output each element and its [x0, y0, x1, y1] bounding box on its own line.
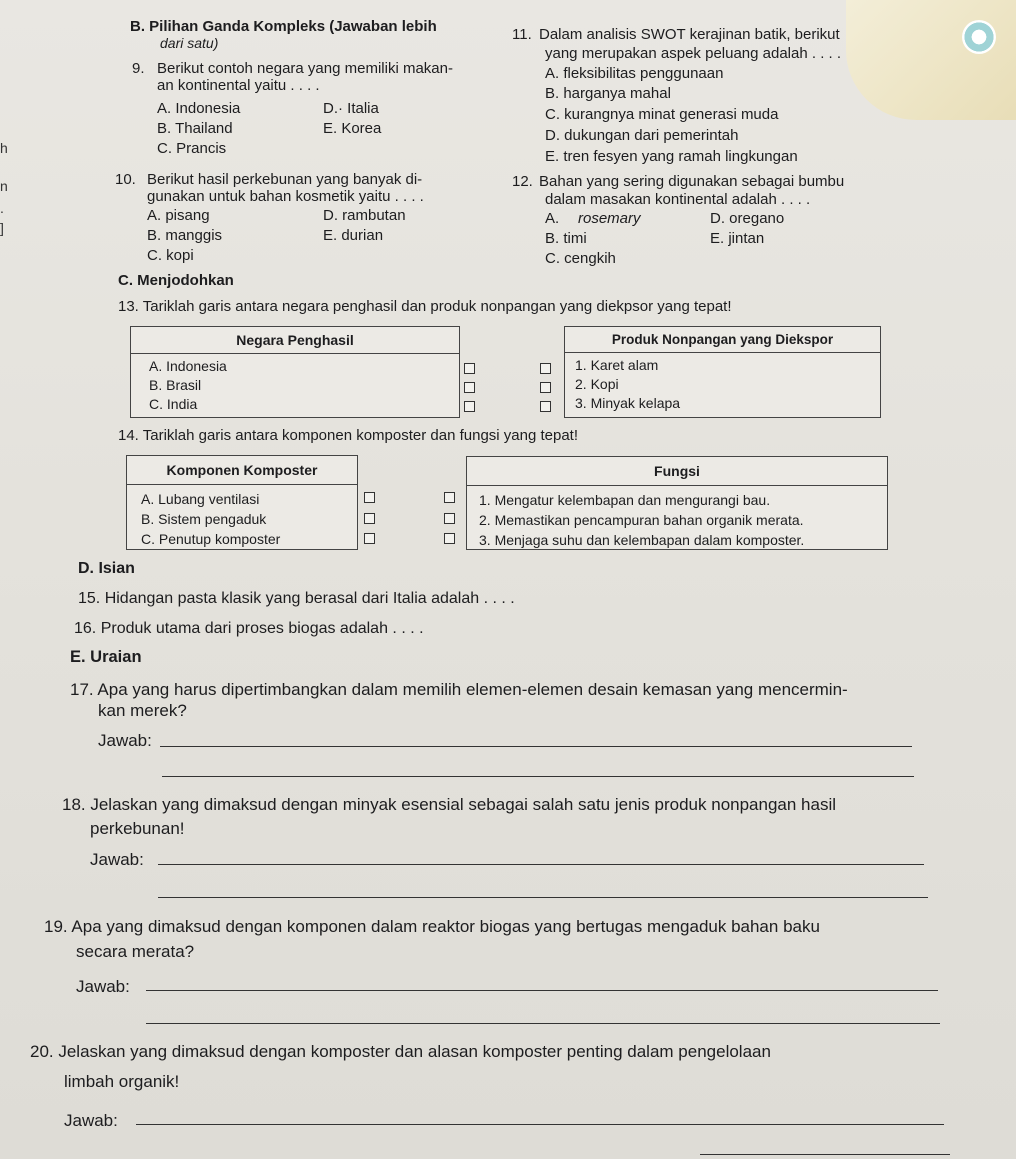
q9-number: 9. [132, 60, 145, 77]
q10-option: A. pisang [147, 207, 210, 224]
tape-decoration [846, 0, 1016, 120]
q14-left-row: A. Lubang ventilasi [141, 491, 260, 507]
q14-right-row: 1. Mengatur kelembapan dan mengurangi bau. [479, 492, 771, 508]
section-c-title: C. Menjodohkan [118, 272, 234, 289]
section-b-subtitle: dari satu) [160, 35, 219, 51]
q14-right-table [466, 456, 888, 550]
q20-text: limbah organik! [64, 1072, 180, 1091]
q18-answer-line[interactable] [158, 864, 924, 865]
q14-left-checkbox[interactable] [364, 533, 375, 544]
q13-right-checkbox[interactable] [540, 382, 551, 393]
q12-option: A. [545, 210, 560, 227]
q17-answer-label: Jawab: [98, 731, 152, 750]
q10-option: C. kopi [147, 247, 194, 264]
q14-left-checkbox[interactable] [364, 513, 375, 524]
q17-text: kan merek? [98, 701, 187, 720]
q11-option: C. kurangnya minat generasi muda [545, 106, 779, 123]
q10-text: gunakan untuk bahan kosmetik yaitu . . . . [147, 188, 424, 205]
q13-left-header: Negara Penghasil [131, 327, 459, 354]
q17-text: 17. Apa yang harus dipertimbangkan dalam memilih elemen-elemen desain kemasan yang mencermin- [70, 680, 848, 699]
q11-option: D. dukungan dari pemerintah [545, 127, 739, 144]
q9-text: Berikut contoh negara yang memiliki makan- [157, 60, 453, 77]
q11-text: Dalam analisis SWOT kerajinan batik, berikut [539, 26, 840, 43]
q12-option: D. oregano [710, 210, 785, 227]
q12-option: E. jintan [710, 230, 765, 247]
q14-right-row: 2. Memastikan pencampuran bahan organik merata. [479, 512, 804, 528]
q14-left-table [126, 455, 358, 550]
edge-fragment: . [0, 200, 4, 216]
q13-left-row: B. Brasil [149, 377, 202, 393]
q10-text: Berikut hasil perkebunan yang banyak di- [147, 171, 423, 188]
q11-option: B. harganya mahal [545, 85, 671, 102]
q11-option: E. tren fesyen yang ramah lingkungan [545, 148, 798, 165]
q14-left-row: C. Penutup komposter [141, 531, 281, 547]
q20-text: 20. Jelaskan yang dimaksud dengan komposter dan alasan komposter penting dalam pengelolaan [30, 1042, 771, 1061]
q19-answer-line[interactable] [146, 1023, 940, 1024]
section-b-title: B. Pilihan Ganda Kompleks (Jawaban lebih [130, 18, 437, 35]
q10-option: E. durian [323, 227, 384, 244]
q10-number: 10. [115, 171, 136, 188]
q14-right-checkbox[interactable] [444, 533, 455, 544]
q20-answer-line[interactable] [700, 1154, 950, 1155]
q14-left-checkbox[interactable] [364, 492, 375, 503]
q9-option: E. Korea [323, 120, 382, 137]
q9-option: B. Thailand [157, 120, 233, 137]
q17-answer-line[interactable] [162, 776, 914, 777]
q13-right-row: 2. Kopi [575, 376, 619, 392]
q13-right-checkbox[interactable] [540, 363, 551, 374]
q11-number: 11. [512, 26, 532, 43]
q14-left-header: Komponen Komposter [127, 456, 357, 485]
q10-option: B. manggis [147, 227, 223, 244]
tape-circle-icon [962, 20, 996, 54]
q13-right-row: 1. Karet alam [575, 357, 659, 373]
edge-fragment: n [0, 178, 8, 194]
q14-right-row: 3. Menjaga suhu dan kelembapan dalam komposter. [479, 532, 805, 548]
q10-option: D. rambutan [323, 207, 406, 224]
q9-option: A. Indonesia [157, 100, 241, 117]
q13-left-checkbox[interactable] [464, 363, 475, 374]
edge-fragment: h [0, 140, 8, 156]
q13-left-table [130, 326, 460, 418]
q11-option: A. fleksibilitas penggunaan [545, 65, 724, 82]
q18-answer-line[interactable] [158, 897, 928, 898]
q12-option: C. cengkih [545, 250, 616, 267]
q19-answer-line[interactable] [146, 990, 938, 991]
q15-text: 15. Hidangan pasta klasik yang berasal dari Italia adalah . . . . [78, 590, 515, 607]
q18-text: 18. Jelaskan yang dimaksud dengan minyak esensial sebagai salah satu jenis produk nonpangan hasil [62, 795, 837, 814]
q17-answer-line[interactable] [160, 746, 912, 747]
q18-answer-label: Jawab: [90, 850, 144, 869]
q13-left-row: C. India [149, 396, 198, 412]
q13-right-header: Produk Nonpangan yang Diekspor [565, 327, 880, 353]
q14-right-checkbox[interactable] [444, 492, 455, 503]
edge-fragment: ] [0, 220, 4, 236]
q19-text: secara merata? [76, 942, 195, 961]
q19-answer-label: Jawab: [76, 977, 130, 996]
q13-right-table [564, 326, 881, 418]
q13-left-checkbox[interactable] [464, 382, 475, 393]
q19-text: 19. Apa yang dimaksud dengan komponen dalam reaktor biogas yang bertugas mengaduk bahan baku [44, 917, 820, 936]
q13-text: 13. Tariklah garis antara negara penghasil dan produk nonpangan yang diekpsor yang tepat! [118, 298, 732, 315]
q9-option: D.· Italia [323, 100, 379, 117]
q12-number: 12. [512, 173, 533, 190]
q18-text: perkebunan! [90, 819, 185, 838]
q13-right-row: 3. Minyak kelapa [575, 395, 681, 411]
q9-option: C. Prancis [157, 140, 227, 157]
q13-left-checkbox[interactable] [464, 401, 475, 412]
section-d-title: D. Isian [78, 560, 135, 577]
q12-text: dalam masakan kontinental adalah . . . . [545, 191, 811, 208]
q14-left-row: B. Sistem pengaduk [141, 511, 267, 527]
q12-option: B. timi [545, 230, 587, 247]
q20-answer-line[interactable] [136, 1124, 944, 1125]
q20-answer-label: Jawab: [64, 1111, 118, 1130]
q12-text: Bahan yang sering digunakan sebagai bumbu [539, 173, 845, 190]
q14-text: 14. Tariklah garis antara komponen komposter dan fungsi yang tepat! [118, 427, 579, 444]
q12-option: rosemary [578, 210, 641, 227]
q13-left-row: A. Indonesia [149, 358, 227, 374]
q13-right-checkbox[interactable] [540, 401, 551, 412]
q9-text: an kontinental yaitu . . . . [157, 77, 320, 94]
q14-right-header: Fungsi [467, 457, 887, 486]
q11-text: yang merupakan aspek peluang adalah . . . . [545, 45, 842, 62]
q14-right-checkbox[interactable] [444, 513, 455, 524]
q16-text: 16. Produk utama dari proses biogas adalah . . . . [74, 620, 424, 637]
section-e-title: E. Uraian [70, 648, 142, 666]
